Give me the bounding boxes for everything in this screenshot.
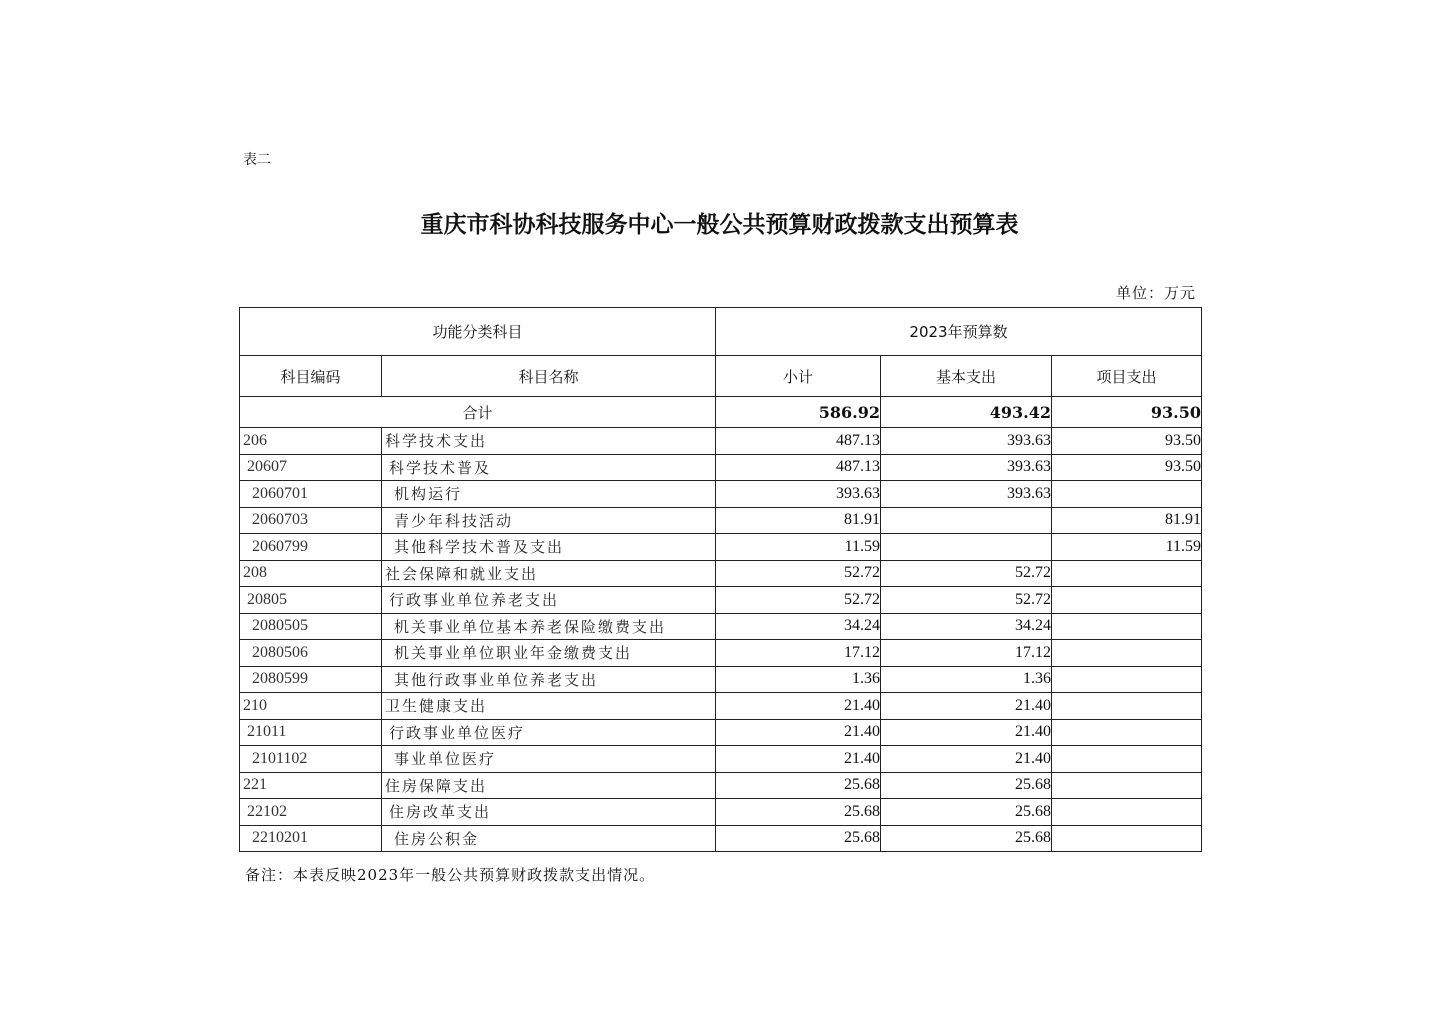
- row-name: 卫生健康支出: [382, 693, 716, 720]
- table-row: [240, 825, 1202, 852]
- row-name: 机关事业单位职业年金缴费支出: [382, 640, 716, 667]
- row-project: [1052, 640, 1202, 667]
- budget-table: [239, 307, 1202, 852]
- total-basic: 493.42: [881, 397, 1052, 428]
- row-subtotal: 1.36: [716, 666, 881, 693]
- row-name: 社会保障和就业支出: [382, 560, 716, 587]
- table-row: [240, 799, 1202, 826]
- row-name: 机构运行: [382, 481, 716, 508]
- row-code: 206: [240, 428, 382, 455]
- row-basic: 52.72: [881, 560, 1052, 587]
- table-row: [240, 666, 1202, 693]
- total-subtotal: 586.92: [716, 397, 881, 428]
- row-basic: [881, 507, 1052, 534]
- row-project: [1052, 560, 1202, 587]
- table-row: [240, 693, 1202, 720]
- row-basic: 25.68: [881, 772, 1052, 799]
- table-row: [240, 481, 1202, 508]
- row-basic: 25.68: [881, 799, 1052, 826]
- header-row-columns: [240, 356, 1202, 397]
- footnote: 备注：本表反映2023年一般公共预算财政拨款支出情况。: [245, 866, 656, 884]
- row-name: 行政事业单位养老支出: [382, 587, 716, 614]
- table-row: [240, 454, 1202, 481]
- header-project: 项目支出: [1052, 356, 1202, 397]
- row-name: 住房保障支出: [382, 772, 716, 799]
- row-name: 其他行政事业单位养老支出: [382, 666, 716, 693]
- table-row: [240, 746, 1202, 773]
- row-basic: 17.12: [881, 640, 1052, 667]
- header-basic: 基本支出: [881, 356, 1052, 397]
- table-number-label: 表二: [243, 152, 271, 168]
- table-row: [240, 613, 1202, 640]
- table-row: [240, 534, 1202, 561]
- row-code: 210: [240, 693, 382, 720]
- row-code: 20805: [240, 587, 382, 614]
- row-name: 住房公积金: [382, 825, 716, 852]
- row-subtotal: 25.68: [716, 825, 881, 852]
- row-basic: 25.68: [881, 825, 1052, 852]
- row-name: 事业单位医疗: [382, 746, 716, 773]
- row-basic: 393.63: [881, 454, 1052, 481]
- row-subtotal: 25.68: [716, 799, 881, 826]
- row-name: 行政事业单位医疗: [382, 719, 716, 746]
- row-subtotal: 34.24: [716, 613, 881, 640]
- row-name: 科学技术普及: [382, 454, 716, 481]
- row-basic: 34.24: [881, 613, 1052, 640]
- row-code: 2080505: [240, 613, 382, 640]
- row-code: 208: [240, 560, 382, 587]
- row-subtotal: 52.72: [716, 587, 881, 614]
- table-row: [240, 640, 1202, 667]
- row-subtotal: 393.63: [716, 481, 881, 508]
- header-functional-category: 功能分类科目: [240, 308, 716, 356]
- row-basic: 393.63: [881, 428, 1052, 455]
- table-row: [240, 719, 1202, 746]
- row-basic: 21.40: [881, 693, 1052, 720]
- row-project: [1052, 587, 1202, 614]
- row-project: [1052, 772, 1202, 799]
- row-subtotal: 21.40: [716, 746, 881, 773]
- row-name: 住房改革支出: [382, 799, 716, 826]
- table-row: [240, 507, 1202, 534]
- row-basic: 393.63: [881, 481, 1052, 508]
- row-project: [1052, 666, 1202, 693]
- table-row: [240, 772, 1202, 799]
- row-subtotal: 487.13: [716, 454, 881, 481]
- row-subtotal: 21.40: [716, 719, 881, 746]
- header-code: 科目编码: [240, 356, 382, 397]
- table-row: [240, 560, 1202, 587]
- row-subtotal: 81.91: [716, 507, 881, 534]
- header-row-group: [240, 308, 1202, 356]
- row-code: 21011: [240, 719, 382, 746]
- row-code: 22102: [240, 799, 382, 826]
- row-basic: 1.36: [881, 666, 1052, 693]
- header-name: 科目名称: [382, 356, 716, 397]
- row-name: 其他科学技术普及支出: [382, 534, 716, 561]
- header-budget-year: 2023年预算数: [716, 308, 1202, 356]
- row-code: 2080599: [240, 666, 382, 693]
- header-subtotal: 小计: [716, 356, 881, 397]
- document-title: 重庆市科协科技服务中心一般公共预算财政拨款支出预算表: [420, 211, 1019, 238]
- row-project: [1052, 693, 1202, 720]
- row-project: [1052, 825, 1202, 852]
- row-code: 2080506: [240, 640, 382, 667]
- unit-label: 单位：万元: [1115, 284, 1196, 302]
- row-name: 科学技术支出: [382, 428, 716, 455]
- row-project: [1052, 719, 1202, 746]
- row-project: 11.59: [1052, 534, 1202, 561]
- row-code: 20607: [240, 454, 382, 481]
- row-code: 221: [240, 772, 382, 799]
- row-project: [1052, 799, 1202, 826]
- row-subtotal: 11.59: [716, 534, 881, 561]
- row-subtotal: 21.40: [716, 693, 881, 720]
- row-name: 青少年科技活动: [382, 507, 716, 534]
- total-label: 合计: [240, 397, 716, 428]
- row-code: 2060703: [240, 507, 382, 534]
- row-subtotal: 487.13: [716, 428, 881, 455]
- total-row: [240, 397, 1202, 428]
- total-project: 93.50: [1052, 397, 1202, 428]
- row-code: 2210201: [240, 825, 382, 852]
- row-project: [1052, 613, 1202, 640]
- row-subtotal: 17.12: [716, 640, 881, 667]
- row-code: 2101102: [240, 746, 382, 773]
- table-row: [240, 587, 1202, 614]
- row-project: 93.50: [1052, 428, 1202, 455]
- row-basic: 21.40: [881, 719, 1052, 746]
- row-basic: [881, 534, 1052, 561]
- row-project: [1052, 746, 1202, 773]
- row-code: 2060701: [240, 481, 382, 508]
- row-project: [1052, 481, 1202, 508]
- row-basic: 21.40: [881, 746, 1052, 773]
- row-project: 81.91: [1052, 507, 1202, 534]
- row-name: 机关事业单位基本养老保险缴费支出: [382, 613, 716, 640]
- row-project: 93.50: [1052, 454, 1202, 481]
- row-code: 2060799: [240, 534, 382, 561]
- row-subtotal: 52.72: [716, 560, 881, 587]
- row-subtotal: 25.68: [716, 772, 881, 799]
- row-basic: 52.72: [881, 587, 1052, 614]
- table-row: [240, 428, 1202, 455]
